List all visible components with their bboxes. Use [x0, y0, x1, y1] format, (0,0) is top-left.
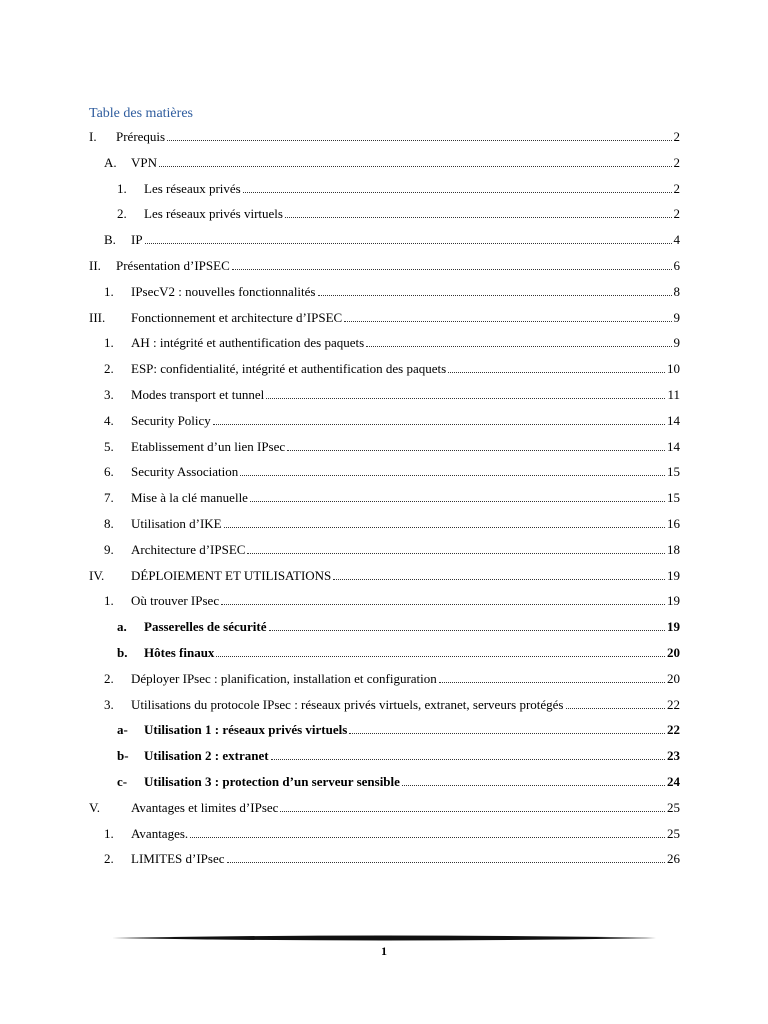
toc-entry-leader	[216, 656, 665, 657]
toc-entry-page: 22	[667, 722, 680, 738]
toc-entry-label: IP	[131, 232, 143, 248]
toc-entry-label: Architecture d’IPSEC	[131, 541, 246, 557]
toc-entry-leader	[333, 579, 665, 580]
toc-entry[interactable]	[0, 127, 768, 147]
toc-entry-leader	[439, 682, 665, 683]
toc-entry[interactable]	[0, 308, 768, 328]
toc-entry-page: 2	[673, 206, 680, 222]
toc-entry-page: 22	[667, 696, 680, 712]
toc-entry-label: Utilisation 3 : protection d’un serveur sensible	[144, 774, 400, 789]
toc-entry-label: Security Association	[131, 464, 239, 480]
toc-entry-number: 1.	[104, 825, 114, 841]
toc-entry-number: 2.	[104, 361, 114, 377]
toc-entry-number: 1.	[104, 593, 114, 609]
toc-entry-page: 20	[667, 645, 680, 660]
toc-entry-number: IV.	[89, 567, 105, 583]
toc-entry-label: Modes transport et tunnel	[131, 387, 265, 402]
toc-entry[interactable]	[0, 824, 768, 844]
toc-entry[interactable]	[0, 488, 768, 508]
toc-entry-leader	[271, 759, 665, 760]
toc-entry-leader	[190, 837, 665, 838]
footer-rule	[112, 934, 656, 942]
toc-entry-leader	[240, 475, 665, 476]
toc-entry[interactable]	[0, 282, 768, 302]
toc-entry-number: b-	[117, 748, 129, 764]
toc-entry-label: Les réseaux privés virtuels	[144, 206, 283, 222]
toc-entry-label: Présentation d’IPSEC	[116, 258, 230, 273]
toc-entry-label: Passerelles de sécurité	[144, 619, 267, 635]
toc-entry-page: 24	[667, 774, 680, 789]
toc-entry[interactable]	[0, 798, 768, 818]
toc-entry-page: 11	[667, 387, 680, 402]
toc-entry-label: Avantages et limites d’IPsec	[131, 799, 279, 815]
toc-entry[interactable]	[0, 540, 768, 560]
toc-entry-page: 2	[673, 180, 680, 196]
toc-entry-number: 1.	[117, 180, 127, 196]
toc-entry-page: 8	[673, 283, 680, 299]
toc-entry-number: B.	[104, 232, 116, 248]
toc-entry-number: 4.	[104, 412, 114, 428]
toc-entry-number: 2.	[117, 206, 127, 222]
toc-entry-leader	[266, 398, 665, 399]
toc-entry-leader	[269, 630, 666, 631]
toc-entry-page: 2	[673, 129, 680, 144]
toc-entry-number: a-	[117, 722, 128, 738]
toc-entry-number: c-	[117, 774, 128, 789]
toc-entry-page: 25	[667, 799, 680, 815]
toc-entry-label: Security Policy	[131, 412, 211, 428]
toc-entry[interactable]	[0, 204, 768, 224]
toc-entry-leader	[221, 604, 665, 605]
toc-entry-leader	[366, 346, 671, 347]
toc-entry-label: Avantages.	[131, 825, 189, 841]
toc-entry-leader	[349, 733, 665, 734]
toc-entry[interactable]	[0, 230, 768, 250]
toc-entry-number: 3.	[104, 387, 114, 402]
toc-entry-leader	[344, 321, 671, 322]
toc-entry-label: IPsecV2 : nouvelles fonctionnalités	[131, 283, 316, 299]
toc-entry-number: 1.	[104, 283, 114, 299]
toc-entry-number: 7.	[104, 490, 114, 506]
toc-entry[interactable]	[0, 411, 768, 431]
toc-entry-leader	[566, 708, 666, 709]
toc-entry-label: Où trouver IPsec	[131, 593, 220, 609]
toc-entry-page: 19	[667, 593, 680, 609]
toc-entry[interactable]	[0, 179, 768, 199]
toc-entry-label: Déployer IPsec : planification, installation et configuration	[131, 670, 437, 686]
toc-entry-leader	[287, 450, 665, 451]
toc-entry-number: 1.	[104, 335, 114, 351]
toc-entry-page: 10	[667, 361, 680, 377]
toc-entry-number: V.	[89, 799, 100, 815]
toc-entry-number: A.	[104, 154, 117, 170]
toc-entry-page: 20	[667, 670, 680, 686]
toc-entry-label: Prérequis	[116, 129, 166, 144]
toc-entry[interactable]	[0, 385, 768, 405]
toc-entry-label: VPN	[131, 154, 158, 170]
toc-entry-leader	[280, 811, 665, 812]
toc-entry-leader	[232, 269, 672, 270]
toc-entry[interactable]	[0, 566, 768, 586]
toc-entry[interactable]	[0, 746, 768, 766]
toc-entry-page: 9	[673, 309, 680, 325]
toc-entry-leader	[227, 862, 665, 863]
toc-entry-leader	[224, 527, 665, 528]
toc-entry-label: Utilisations du protocole IPsec : réseaux privés virtuels, extranet, serveurs protégés	[131, 696, 564, 712]
toc-entry-label: Fonctionnement et architecture d’IPSEC	[131, 309, 343, 325]
toc-entry-number: 8.	[104, 516, 114, 531]
toc-entry-page: 2	[673, 154, 680, 170]
toc-entry-page: 9	[673, 335, 680, 351]
toc-entry-page: 15	[667, 464, 680, 480]
toc-entry-label: LIMITES d’IPsec	[131, 851, 225, 867]
toc-entry[interactable]	[0, 617, 768, 637]
toc-entry[interactable]	[0, 643, 768, 663]
toc-title: Table des matières	[89, 106, 193, 121]
toc-entry-page: 4	[673, 232, 680, 248]
toc-entry-label: Hôtes finaux	[144, 645, 215, 660]
toc-entry-leader	[318, 295, 672, 296]
toc-entry-label: Utilisation d’IKE	[131, 516, 222, 531]
toc-entry-leader	[159, 166, 671, 167]
toc-entry-page: 25	[667, 825, 680, 841]
toc-entry-number: a.	[117, 619, 127, 635]
toc-entry-page: 19	[667, 619, 680, 635]
toc-entry[interactable]	[0, 591, 768, 611]
toc-entry-label: ESP: confidentialité, intégrité et authentification des paquets	[131, 361, 447, 377]
toc-entry-number: b.	[117, 645, 128, 660]
toc-entry[interactable]	[0, 720, 768, 740]
toc-entry[interactable]	[0, 514, 768, 534]
toc-entry-leader	[250, 501, 665, 502]
toc-entry-number: 5.	[104, 438, 114, 454]
toc-entry[interactable]	[0, 695, 768, 715]
toc-entry-leader	[213, 424, 665, 425]
toc-entry-leader	[285, 217, 672, 218]
toc-entry[interactable]	[0, 772, 768, 792]
toc-entry-leader	[243, 192, 672, 193]
toc-entry-leader	[167, 140, 671, 141]
toc-entry-label: DÉPLOIEMENT ET UTILISATIONS	[131, 567, 332, 583]
toc-entry-page: 19	[667, 567, 680, 583]
toc-entry-page: 18	[667, 541, 680, 557]
toc-entry-page: 26	[667, 851, 680, 867]
toc-entry-page: 14	[667, 438, 680, 454]
toc-entry-number: I.	[89, 129, 97, 144]
toc-entry-page: 6	[673, 258, 680, 273]
toc-entry-leader	[247, 553, 665, 554]
toc-entry-number: 2.	[104, 851, 114, 867]
toc-entry[interactable]	[0, 256, 768, 276]
toc-entry-label: Les réseaux privés	[144, 180, 241, 196]
toc-entry-label: Etablissement d’un lien IPsec	[131, 438, 286, 454]
toc-entry-leader	[448, 372, 665, 373]
toc-entry-leader	[402, 785, 665, 786]
toc-entry-leader	[145, 243, 672, 244]
toc-entry[interactable]	[0, 359, 768, 379]
toc-entry-number: 9.	[104, 541, 114, 557]
page-number: 1	[381, 944, 387, 958]
toc-entry[interactable]	[0, 669, 768, 689]
toc-entry[interactable]	[0, 437, 768, 457]
toc-entry[interactable]	[0, 333, 768, 353]
toc-entry-number: 3.	[104, 696, 114, 712]
toc-entry[interactable]	[0, 153, 768, 173]
toc-entry-number: 6.	[104, 464, 114, 480]
toc-entry-page: 16	[667, 516, 680, 531]
toc-entry-number: III.	[89, 309, 106, 325]
toc-entry-label: Utilisation 2 : extranet	[144, 748, 269, 764]
toc-entry-label: Mise à la clé manuelle	[131, 490, 248, 506]
toc-entry-page: 23	[667, 748, 680, 764]
toc-entry-number: 2.	[104, 670, 114, 686]
toc-entry[interactable]	[0, 849, 768, 869]
toc-entry-page: 14	[667, 412, 680, 428]
toc-entry-page: 15	[667, 490, 680, 506]
toc-entry-label: AH : intégrité et authentification des paquets	[131, 335, 365, 351]
toc-entry[interactable]	[0, 462, 768, 482]
toc-entry-label: Utilisation 1 : réseaux privés virtuels	[144, 722, 348, 738]
toc-entry-number: II.	[89, 258, 101, 273]
